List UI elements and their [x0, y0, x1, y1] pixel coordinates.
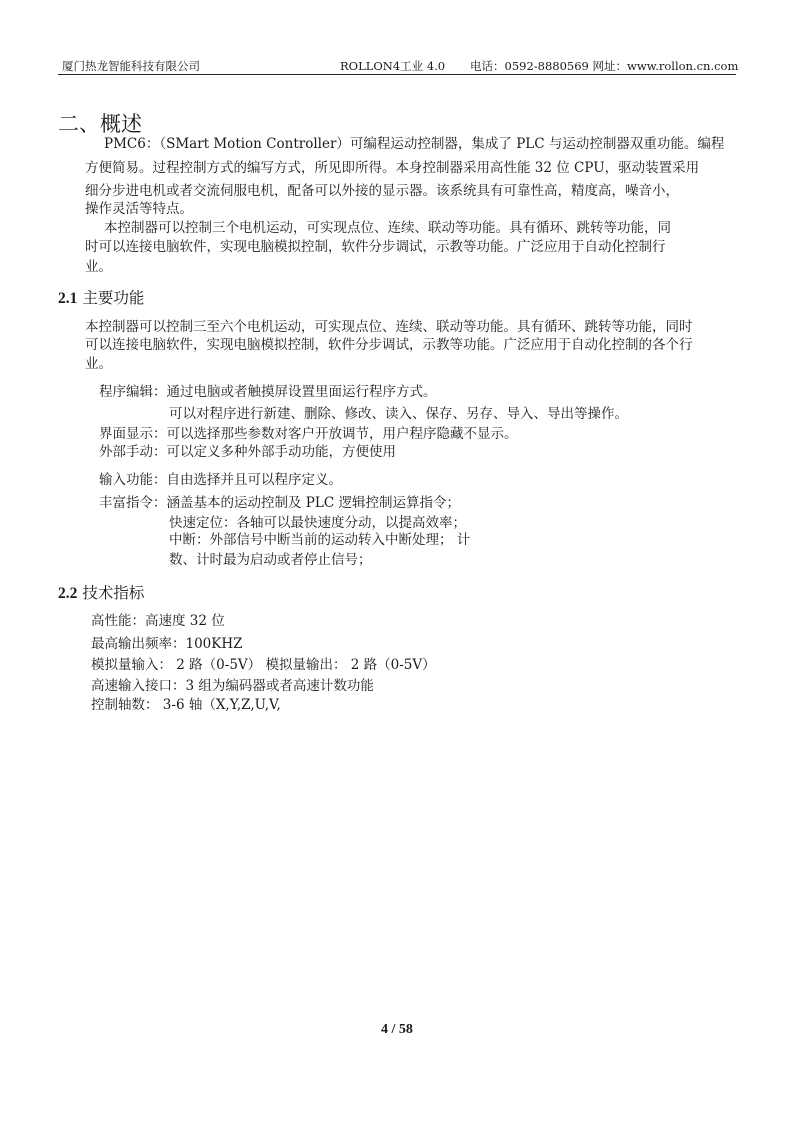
- spec-item: 控制轴数： 3-6 轴（X,Y,Z,U,V,: [91, 697, 281, 713]
- feature-item: 界面显示：可以选择那些参数对客户开放调节，用户程序隐藏不显示。: [99, 426, 518, 442]
- section-title: 二、概述: [58, 112, 142, 136]
- subsection-number: 2.1: [58, 290, 78, 307]
- header-company: 厦门热龙智能科技有限公司: [62, 59, 200, 73]
- feature-item: 外部手动：可以定义多种外部手动功能，方便使用: [99, 444, 396, 460]
- feature-item: 数、计时最为启动或者停止信号；: [169, 552, 372, 568]
- s21-para-line-2: 可以连接电脑软件，实现电脑模拟控制，软件分步调试，示教等功能。广泛应用于自动化控制的各个行: [85, 337, 693, 353]
- intro-p2-line-3: 业。: [85, 259, 112, 275]
- subsection-title: 主要功能: [82, 289, 145, 307]
- spec-item: 高性能：高速度 32 位: [91, 613, 225, 629]
- intro-p1-line-2: 方便简易。过程控制方式的编写方式，所见即所得。本身控制器采用高性能 32 位 CPU，驱动装置采用: [85, 160, 700, 176]
- feature-item: 程序编辑：通过电脑或者触摸屏设置里面运行程序方式。: [99, 384, 437, 400]
- intro-p1-line-4: 操作灵活等特点。: [85, 201, 193, 217]
- spec-item: 最高输出频率：100KHZ: [91, 636, 243, 652]
- subsection-heading-2-1: [58, 286, 144, 308]
- intro-p1-line-3: 细分步进电机或者交流伺服电机，配备可以外接的显示器。该系统具有可靠性高，精度高，噪音小，: [85, 183, 679, 199]
- feature-item: 丰富指令：涵盖基本的运动控制及 PLC 逻辑控制运算指令；: [99, 495, 460, 511]
- feature-item: 快速定位：各轴可以最快速度分动，以提高效率；: [169, 515, 466, 531]
- header-center-title: ROLLON4工业 4.0: [340, 59, 446, 73]
- spec-item: 模拟量输入： 2 路（0-5V） 模拟量输出： 2 路（0-5V）: [91, 657, 436, 673]
- page-header: [58, 56, 739, 75]
- s21-para-line-3: 业。: [85, 356, 112, 372]
- intro-p1-line-1: PMC6：（SMart Motion Controller）可编程运动控制器，集成了 PLC 与运动控制器双重功能。编程: [104, 136, 725, 152]
- page-number: 4 / 58: [381, 1022, 413, 1037]
- s21-para-line-1: 本控制器可以控制三至六个电机运动，可实现点位、连续、联动等功能。具有循环、跳转等功能，同时: [85, 319, 693, 335]
- feature-item: 输入功能：自由选择并且可以程序定义。: [99, 472, 342, 488]
- subsection-heading-2-2: [58, 581, 144, 603]
- subsection-title: 技术指标: [82, 584, 145, 602]
- intro-p2-line-1: 本控制器可以控制三个电机运动，可实现点位、连续、联动等功能。具有循环、跳转等功能，同: [104, 220, 671, 236]
- header-contact: 电话：0592-8880569 网址：www.rollon.cn.com: [470, 59, 739, 73]
- intro-p2-line-2: 时可以连接电脑软件，实现电脑模拟控制，软件分步调试，示教等功能。广泛应用于自动化控制行: [85, 239, 666, 255]
- subsection-number: 2.2: [58, 585, 78, 602]
- feature-item: 可以对程序进行新建、删除、修改、读入、保存、另存、导入、导出等操作。: [169, 406, 628, 422]
- feature-item: 中断：外部信号中断当前的运动转入中断处理； 计: [169, 532, 471, 548]
- spec-item: 高速输入接口：3 组为编码器或者高速计数功能: [91, 678, 374, 694]
